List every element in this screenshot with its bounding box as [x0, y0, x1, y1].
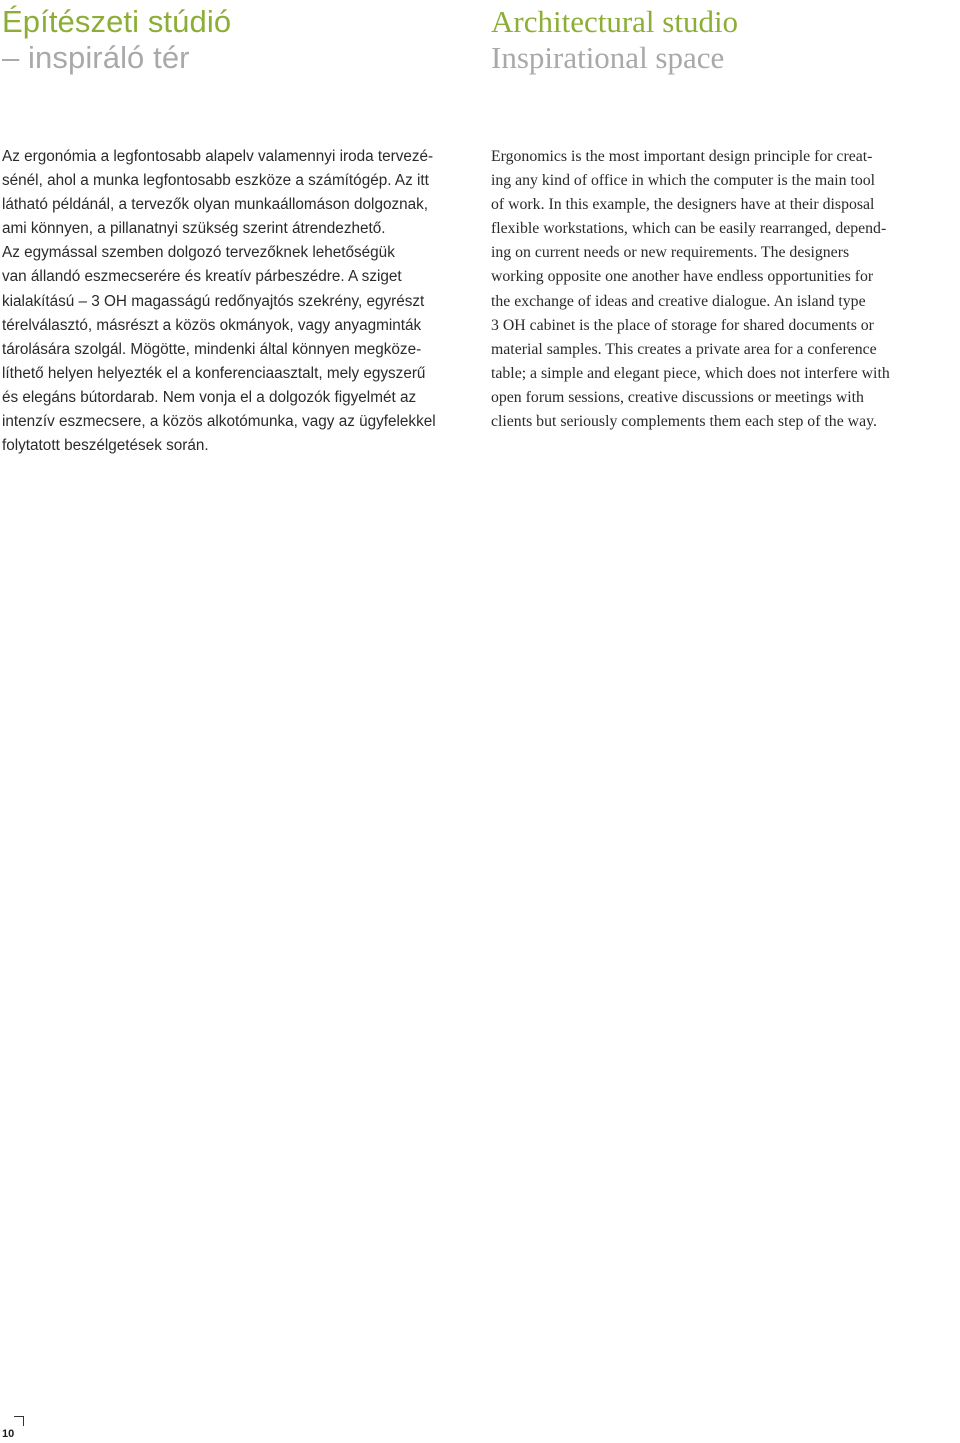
body-line: clients but seriously complements them each step of the way.	[491, 413, 877, 431]
body-line: folytatott beszélgetések során.	[2, 437, 209, 455]
hungarian-title	[2, 4, 231, 76]
body-line: ami könnyen, a pillanatnyi szükség szerint átrendezhető.	[2, 220, 386, 238]
body-line: van állandó eszmecserére és kreatív párbeszédre. A sziget	[2, 268, 402, 286]
english-title-line-1: Architectural studio	[491, 4, 739, 39]
body-line: flexible workstations, which can be easily rearranged, depend-	[491, 220, 887, 238]
body-line: intenzív eszmecsere, a közös alkotómunka, vagy az ügyfelekkel	[2, 413, 436, 431]
body-line: ing on current needs or new requirements. The designers	[491, 244, 850, 262]
body-line: Ergonomics is the most important design principle for creat-	[491, 148, 873, 165]
hungarian-title-line-1: Építészeti stúdió	[2, 4, 232, 39]
body-line: tárolására szolgál. Mögötte, mindenki által könnyen megköze-	[2, 340, 422, 358]
body-line: working opposite one another have endless opportunities for	[491, 268, 874, 286]
hungarian-title-line-2: – inspiráló tér	[2, 40, 190, 75]
body-line: open forum sessions, creative discussions or meetings with	[491, 388, 864, 406]
body-line: table; a simple and elegant piece, which does not interfere with	[491, 364, 890, 382]
body-line: térelválasztó, másrészt a közös okmányok, vagy anyagminták	[2, 316, 422, 334]
english-body-text	[491, 145, 960, 434]
body-line: Az ergonómia a legfontosabb alapelv valamennyi iroda tervezé-	[2, 148, 434, 165]
english-title-line-2: Inspirational space	[491, 40, 725, 75]
body-line: líthető helyen helyezték el a konferenciaasztalt, mely egyszerű	[2, 364, 426, 382]
body-line: material samples. This creates a private area for a conference	[491, 340, 877, 358]
body-line: sénél, ahol a munka legfontosabb eszköze a számítógép. Az itt	[2, 172, 429, 190]
body-line: of work. In this example, the designers have at their disposal	[491, 196, 875, 214]
hungarian-body-text	[2, 145, 472, 458]
corner-mark-icon	[14, 1416, 24, 1426]
body-line: kialakítású – 3 OH magasságú redőnyajtós szekrény, egyrészt	[2, 292, 425, 310]
body-line: ing any kind of office in which the computer is the main tool	[491, 172, 876, 190]
body-line: és elegáns bútordarab. Nem vonja el a dolgozók figyelmét az	[2, 388, 417, 406]
body-line: Az egymással szemben dolgozó tervezőknek lehetőségük	[2, 244, 395, 262]
body-line: 3 OH cabinet is the place of storage for shared documents or	[491, 316, 874, 334]
body-line: the exchange of ideas and creative dialogue. An island type	[491, 292, 866, 310]
page-number: 10	[2, 1428, 15, 1440]
body-line: látható példánál, a tervezők olyan munkaállomáson dolgoznak,	[2, 196, 429, 214]
english-title	[491, 4, 738, 76]
